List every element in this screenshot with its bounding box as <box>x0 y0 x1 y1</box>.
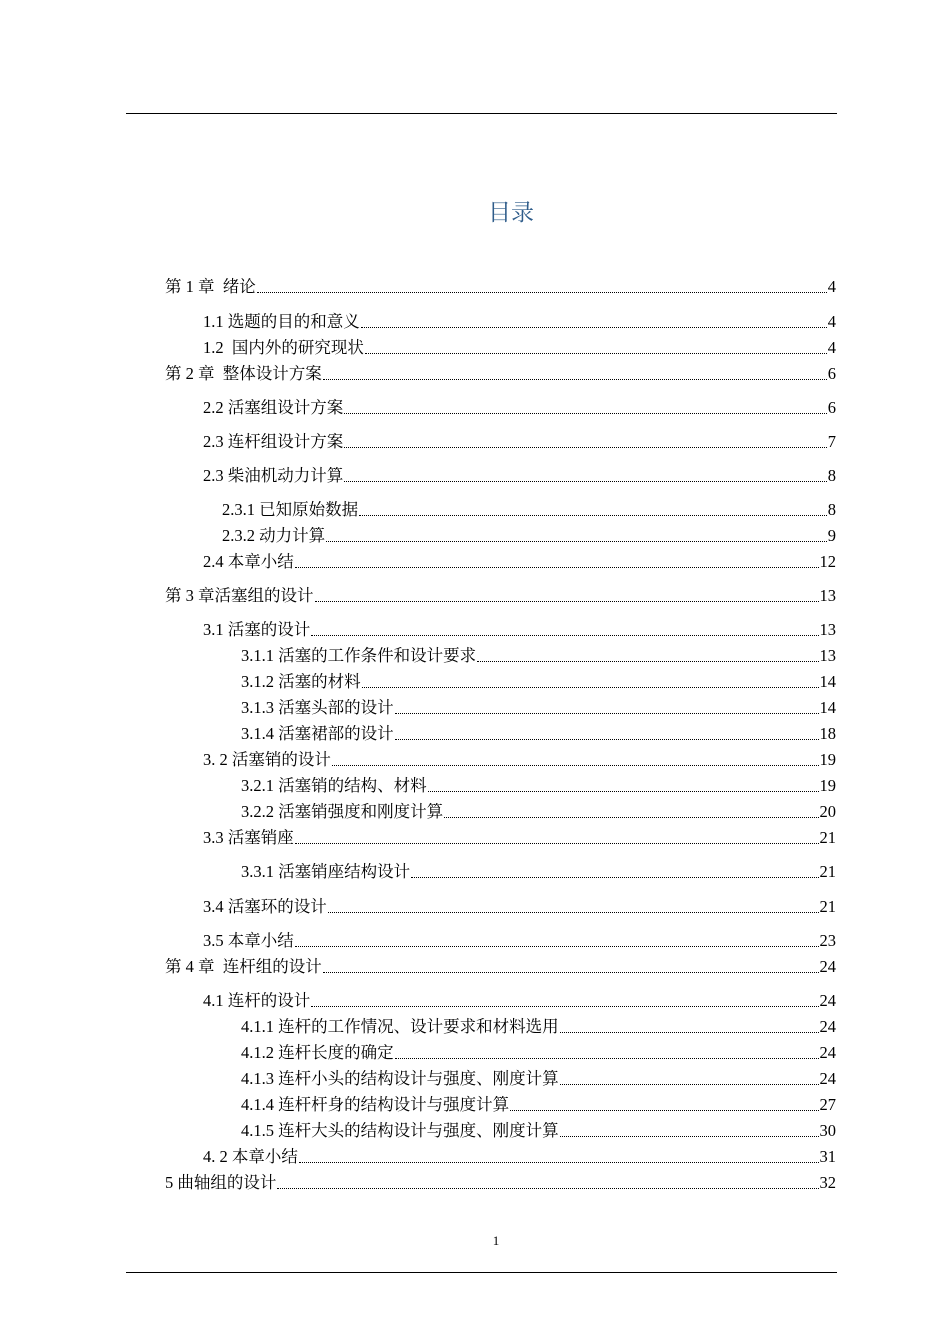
toc-entry[interactable] <box>241 801 836 823</box>
toc-leader <box>315 601 819 602</box>
toc-entry-label: 3.1.2 活塞的材料 <box>241 672 361 691</box>
toc-entry-page: 4 <box>827 338 836 357</box>
toc-entry-page: 27 <box>819 1095 836 1114</box>
toc-entry-label: 3.2.2 活塞销强度和刚度计算 <box>241 802 444 821</box>
toc-entry-label: 第 3 章活塞组的设计 <box>165 586 314 605</box>
toc-entry-page: 4 <box>827 277 836 296</box>
toc-entry[interactable] <box>241 671 836 693</box>
toc-entry-page: 8 <box>827 500 836 519</box>
toc-entry[interactable] <box>241 775 836 797</box>
toc-leader <box>277 1188 818 1189</box>
toc-entry-page: 6 <box>827 398 836 417</box>
toc-entry-page: 6 <box>827 364 836 383</box>
toc-entry[interactable] <box>203 337 836 359</box>
toc-entry-page: 30 <box>819 1121 836 1140</box>
toc-entry-page: 19 <box>819 776 836 795</box>
toc-entry-page: 31 <box>819 1147 836 1166</box>
toc-entry-page: 13 <box>819 620 836 639</box>
toc-entry-page: 14 <box>819 672 836 691</box>
toc-entry-page: 21 <box>819 862 836 881</box>
toc-entry-label: 2.3 连杆组设计方案 <box>203 432 344 451</box>
toc-entry-label: 3.4 活塞环的设计 <box>203 897 327 916</box>
toc-entry-label: 4.1.1 连杆的工作情况、设计要求和材料选用 <box>241 1017 559 1036</box>
toc-entry-label: 3.1.1 活塞的工作条件和设计要求 <box>241 646 477 665</box>
toc-entry[interactable] <box>241 697 836 719</box>
toc-entry-page: 14 <box>819 698 836 717</box>
toc-entry-label: 1.2 国内外的研究现状 <box>203 338 364 357</box>
toc-entry-label: 第 2 章 整体设计方案 <box>165 364 322 383</box>
toc-leader <box>257 292 827 293</box>
toc-entry-label: 第 4 章 连杆组的设计 <box>165 957 322 976</box>
footer-rule <box>126 1272 837 1273</box>
toc-leader <box>323 972 819 973</box>
toc-entry-label: 3.5 本章小结 <box>203 931 294 950</box>
toc-entry-label: 2.2 活塞组设计方案 <box>203 398 344 417</box>
toc-entry-page: 32 <box>819 1173 836 1192</box>
toc-entry-label: 3. 2 活塞销的设计 <box>203 750 331 769</box>
toc-entry-label: 5 曲轴组的设计 <box>165 1173 277 1192</box>
toc-entry-page: 13 <box>819 586 836 605</box>
toc-entry-label: 2.4 本章小结 <box>203 552 294 571</box>
toc-entry[interactable] <box>203 397 836 419</box>
toc-entry[interactable] <box>165 1172 836 1194</box>
toc-entry-label: 2.3 柴油机动力计算 <box>203 466 344 485</box>
toc-leader <box>344 413 827 414</box>
toc-entry[interactable] <box>165 363 836 385</box>
toc-entry-page: 23 <box>819 931 836 950</box>
toc-entry-page: 8 <box>827 466 836 485</box>
toc-leader <box>299 1162 819 1163</box>
toc-entry[interactable] <box>165 585 836 607</box>
toc-entry[interactable] <box>203 551 836 573</box>
toc-entry[interactable] <box>222 525 836 547</box>
toc-entry-page: 13 <box>819 646 836 665</box>
toc-entry[interactable] <box>203 431 836 453</box>
toc-entry-label: 4.1.2 连杆长度的确定 <box>241 1043 394 1062</box>
toc-leader <box>326 541 827 542</box>
toc-leader <box>560 1032 819 1033</box>
toc-leader <box>428 791 819 792</box>
toc-entry[interactable] <box>241 1068 836 1090</box>
toc-entry-page: 20 <box>819 802 836 821</box>
toc-entry-page: 21 <box>819 828 836 847</box>
toc-entry-page: 18 <box>819 724 836 743</box>
page-number: 1 <box>492 1233 500 1248</box>
toc-entry[interactable] <box>241 645 836 667</box>
toc-leader <box>395 1058 819 1059</box>
toc-leader <box>361 327 827 328</box>
toc-entry-label: 4.1.5 连杆大头的结构设计与强度、刚度计算 <box>241 1121 559 1140</box>
toc-entry-page: 19 <box>819 750 836 769</box>
toc-entry[interactable] <box>203 311 836 333</box>
toc-leader <box>395 713 819 714</box>
toc-entry[interactable] <box>203 896 836 918</box>
toc-entry[interactable] <box>241 1120 836 1142</box>
header-rule <box>126 113 837 114</box>
toc-entry-label: 4. 2 本章小结 <box>203 1147 298 1166</box>
toc-leader <box>560 1136 819 1137</box>
toc-entry[interactable] <box>203 930 836 952</box>
toc-title: 目录 <box>488 200 534 226</box>
toc-entry-label: 3.1.3 活塞头部的设计 <box>241 698 394 717</box>
toc-leader <box>359 515 827 516</box>
toc-leader <box>560 1084 819 1085</box>
toc-leader <box>344 447 827 448</box>
toc-leader <box>411 877 818 878</box>
toc-leader <box>295 946 819 947</box>
toc-entry-page: 7 <box>827 432 836 451</box>
toc-entry-page: 24 <box>819 991 836 1010</box>
toc-entry-label: 3.3 活塞销座 <box>203 828 294 847</box>
toc-entry-label: 4.1.3 连杆小头的结构设计与强度、刚度计算 <box>241 1069 559 1088</box>
toc-entry[interactable] <box>165 276 836 298</box>
toc-entry[interactable] <box>203 1146 836 1168</box>
toc-entry-label: 3.3.1 活塞销座结构设计 <box>241 862 411 881</box>
toc-entry[interactable] <box>203 619 836 641</box>
toc-entry-page: 4 <box>827 312 836 331</box>
toc-leader <box>477 661 818 662</box>
toc-leader <box>332 765 819 766</box>
toc-entry[interactable] <box>165 956 836 978</box>
toc-leader <box>311 1006 818 1007</box>
toc-leader <box>444 817 818 818</box>
toc-entry[interactable] <box>241 1016 836 1038</box>
toc-leader <box>323 379 827 380</box>
toc-leader <box>328 912 819 913</box>
toc-leader <box>365 353 827 354</box>
toc-entry-page: 24 <box>819 1069 836 1088</box>
toc-entry-page: 24 <box>819 957 836 976</box>
toc-leader <box>344 481 827 482</box>
toc-entry-page: 21 <box>819 897 836 916</box>
toc-entry-label: 2.3.1 已知原始数据 <box>222 500 359 519</box>
toc-entry-label: 4.1.4 连杆杆身的结构设计与强度计算 <box>241 1095 510 1114</box>
toc-entry-page: 12 <box>819 552 836 571</box>
toc-entry[interactable] <box>241 1094 836 1116</box>
toc-entry-label: 1.1 选题的目的和意义 <box>203 312 360 331</box>
toc-entry[interactable] <box>241 723 836 745</box>
toc-leader <box>311 635 818 636</box>
toc-entry[interactable] <box>241 1042 836 1064</box>
toc-leader <box>295 567 819 568</box>
toc-entry[interactable] <box>222 499 836 521</box>
toc-entry-page: 24 <box>819 1043 836 1062</box>
toc-leader <box>510 1110 818 1111</box>
toc-entry[interactable] <box>203 749 836 771</box>
toc-entry-label: 2.3.2 动力计算 <box>222 526 326 545</box>
toc-entry[interactable] <box>241 861 836 883</box>
toc-entry[interactable] <box>203 827 836 849</box>
toc-entry-page: 24 <box>819 1017 836 1036</box>
toc-entry-label: 第 1 章 绪论 <box>165 277 256 296</box>
toc-entry-label: 3.1 活塞的设计 <box>203 620 311 639</box>
toc-entry[interactable] <box>203 465 836 487</box>
toc-entry-label: 3.1.4 活塞裙部的设计 <box>241 724 394 743</box>
toc-leader <box>362 687 819 688</box>
toc-entry-page: 9 <box>827 526 836 545</box>
toc-leader <box>395 739 819 740</box>
toc-entry-label: 4.1 连杆的设计 <box>203 991 311 1010</box>
toc-leader <box>295 843 819 844</box>
toc-entry[interactable] <box>203 990 836 1012</box>
toc-entry-label: 3.2.1 活塞销的结构、材料 <box>241 776 427 795</box>
